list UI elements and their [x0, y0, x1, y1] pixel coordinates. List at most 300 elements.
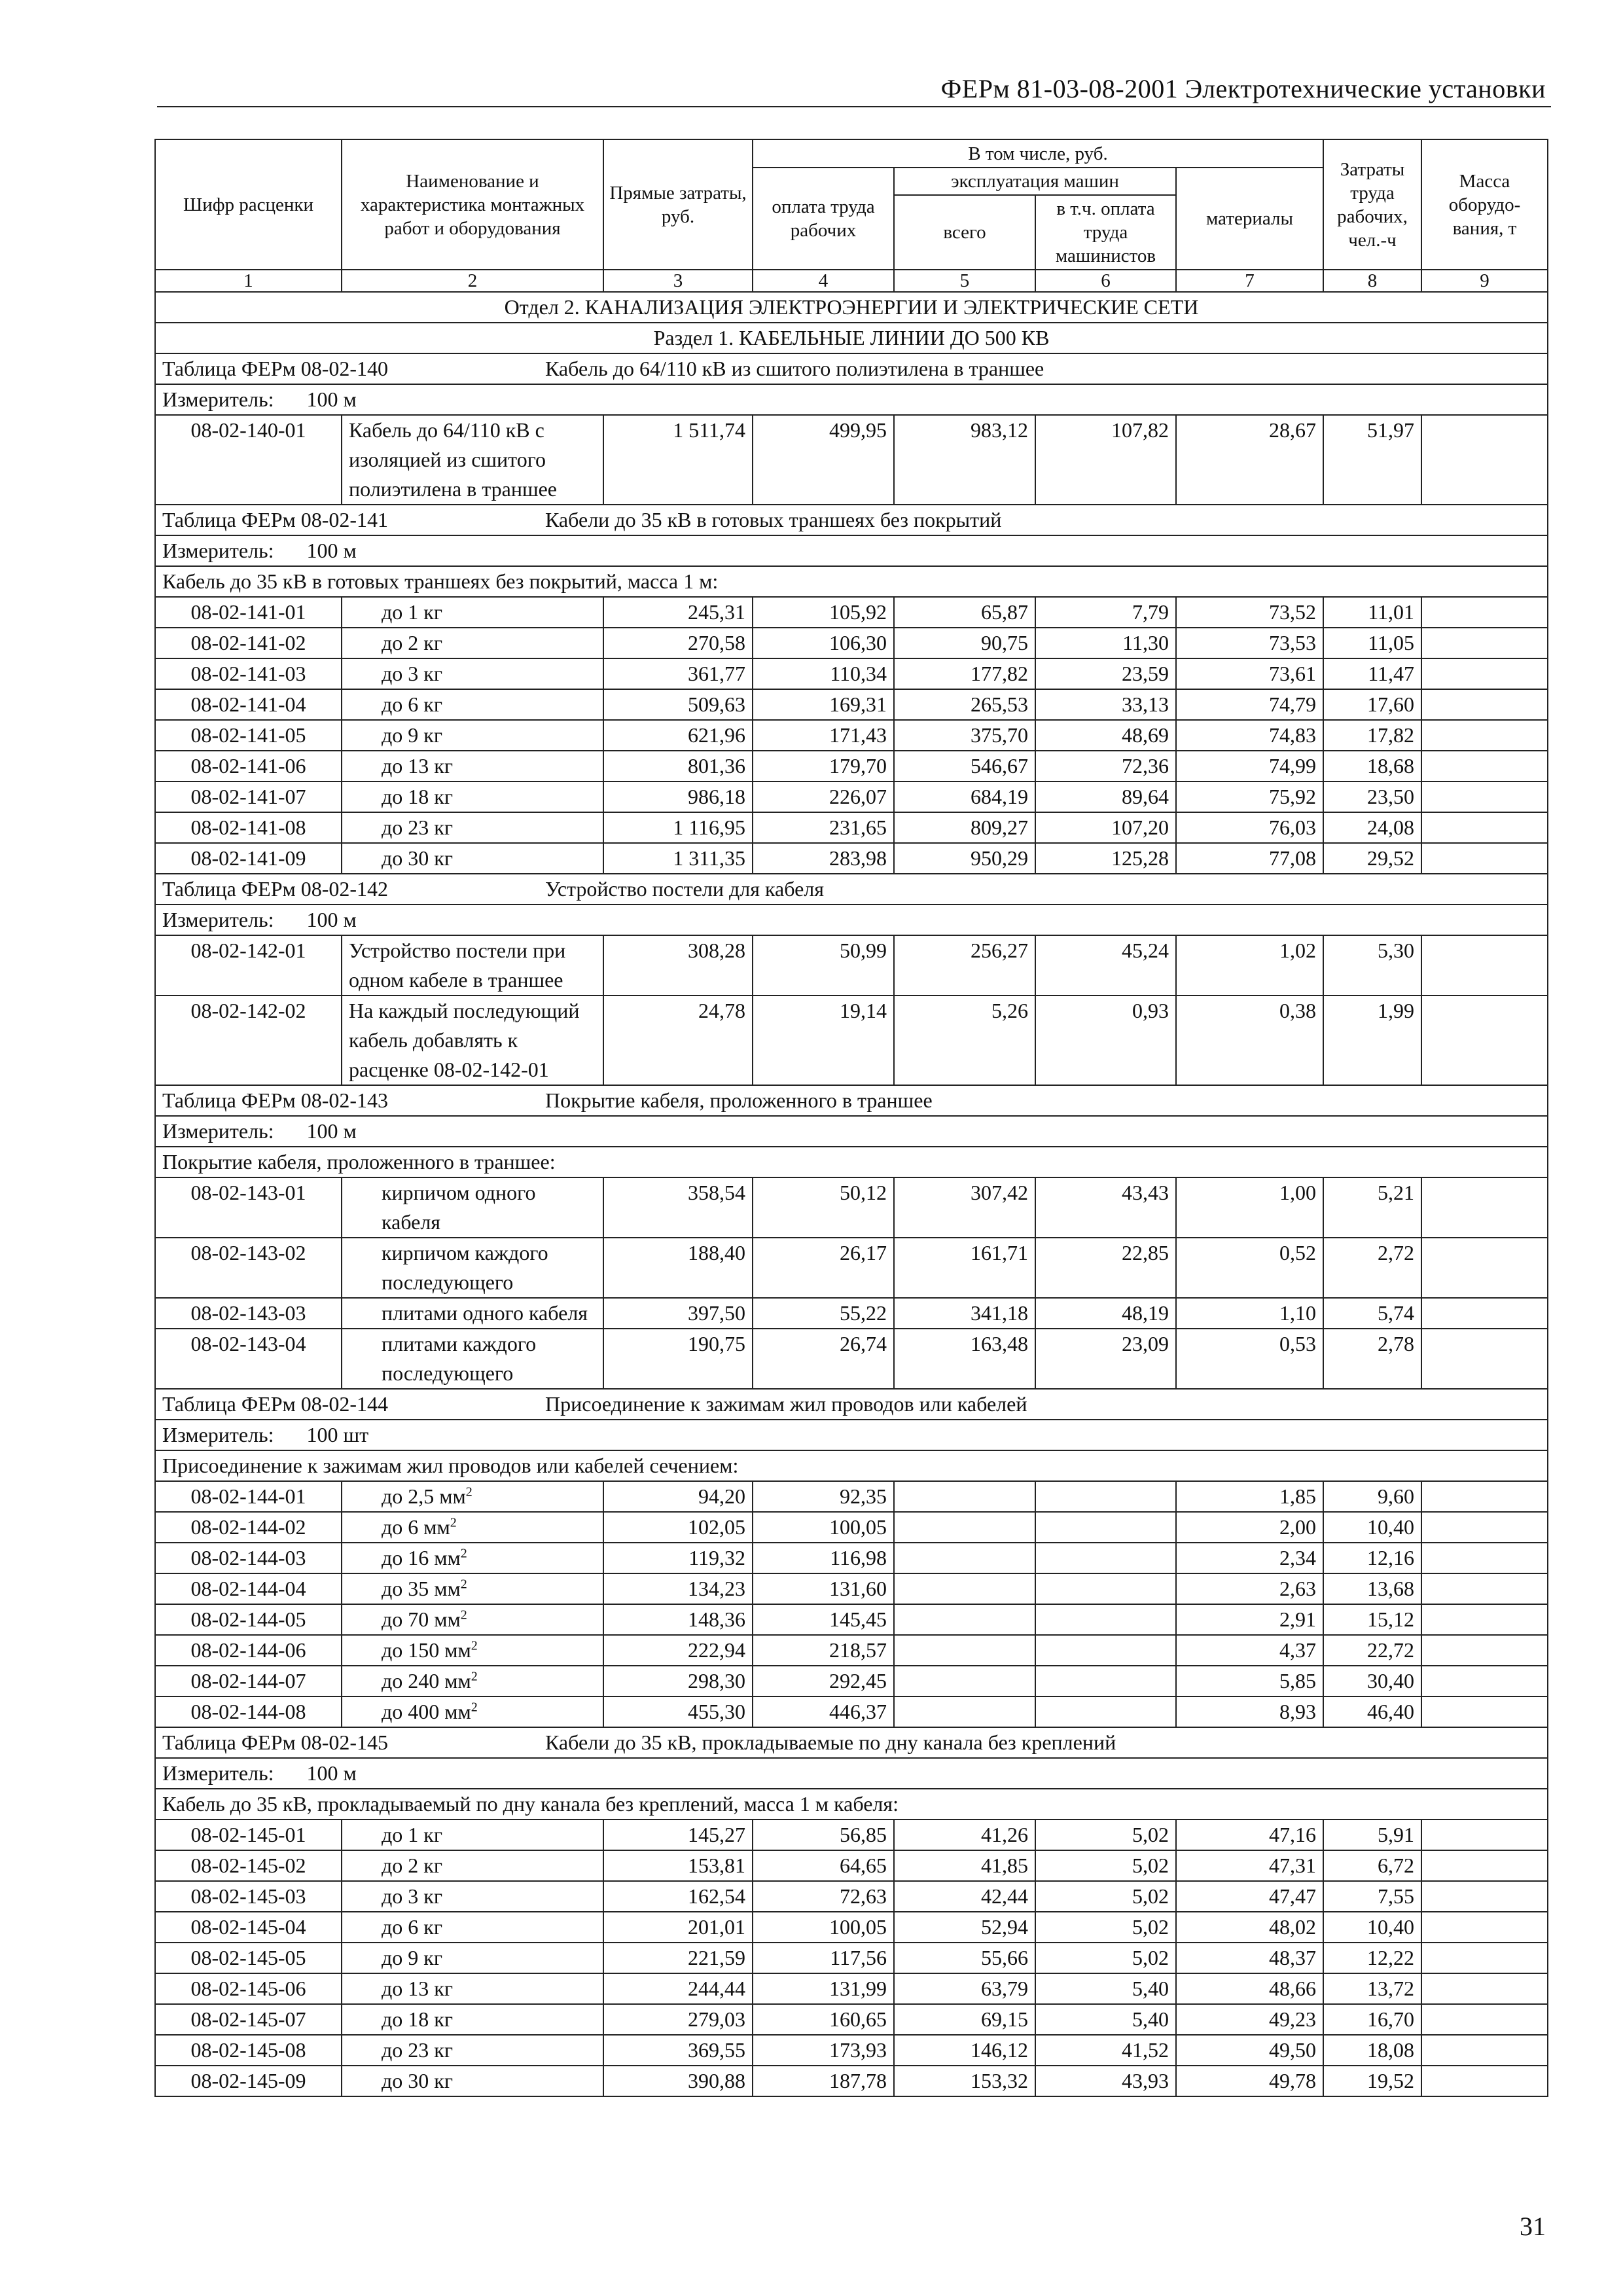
value-cell-machines [894, 1481, 1035, 1512]
col-header-machines: эксплуатация машин [894, 168, 1176, 195]
measure-label: Измеритель: [162, 387, 274, 411]
name-text: до 2 кг [382, 631, 442, 655]
table-row [155, 2066, 1548, 2096]
value-cell-labor: 2,78 [1323, 1329, 1421, 1389]
value-cell-equipment [1421, 751, 1548, 781]
value-cell-equipment [1421, 2066, 1548, 2096]
value-cell-direct: 390,88 [603, 2066, 753, 2096]
price-table [154, 139, 1548, 2097]
code-cell: 08-02-141-04 [155, 689, 342, 720]
code-cell: 08-02-141-09 [155, 843, 342, 874]
table-row [155, 1177, 1548, 1238]
name-text: до 150 мм [382, 1638, 471, 1662]
table-title: Присоединение к зажимам жил проводов или кабелей [545, 1392, 1027, 1416]
value-cell-machines: 90,75 [894, 628, 1035, 658]
name-superscript: 2 [465, 1484, 473, 1499]
value-cell-wages: 56,85 [753, 1820, 894, 1850]
value-cell-wages: 171,43 [753, 720, 894, 751]
measure-row [155, 905, 1548, 935]
value-cell-direct: 1 511,74 [603, 415, 753, 505]
name-cell [342, 1666, 603, 1696]
name-cell [342, 2066, 603, 2096]
value-cell-equipment [1421, 935, 1548, 996]
value-cell-equipment [1421, 1943, 1548, 1973]
name-text: до 3 кг [382, 662, 442, 685]
col-number: 6 [1035, 270, 1176, 292]
value-cell-wages: 160,65 [753, 2004, 894, 2035]
measure-row [155, 384, 1548, 415]
measure-row [155, 1116, 1548, 1147]
value-cell-wages: 106,30 [753, 628, 894, 658]
name-cell [342, 1696, 603, 1727]
value-cell-direct: 621,96 [603, 720, 753, 751]
col-header-machines-total: всего [894, 195, 1035, 270]
name-text: кирпичом каждого последующего [382, 1241, 548, 1294]
table-row [155, 843, 1548, 874]
value-cell-direct: 222,94 [603, 1635, 753, 1666]
value-cell-materials: 74,83 [1176, 720, 1323, 751]
value-cell-machine-wages: 5,02 [1035, 1943, 1176, 1973]
name-text: до 9 кг [382, 723, 442, 747]
value-cell-labor: 10,40 [1323, 1512, 1421, 1543]
value-cell-machine-wages: 43,93 [1035, 2066, 1176, 2096]
group-caption: Покрытие кабеля, проложенного в траншее: [155, 1147, 1548, 1177]
measure-value: 100 м [306, 539, 357, 562]
value-cell-machine-wages: 41,52 [1035, 2035, 1176, 2066]
value-cell-direct: 148,36 [603, 1604, 753, 1635]
value-cell-wages: 26,74 [753, 1329, 894, 1389]
value-cell-machine-wages: 5,02 [1035, 1850, 1176, 1881]
value-cell-labor: 18,68 [1323, 751, 1421, 781]
name-text: до 13 кг [382, 754, 453, 778]
table-row [155, 689, 1548, 720]
name-cell [342, 1635, 603, 1666]
value-cell-machine-wages: 107,82 [1035, 415, 1176, 505]
code-cell: 08-02-145-07 [155, 2004, 342, 2035]
value-cell-labor: 9,60 [1323, 1481, 1421, 1512]
code-cell: 08-02-141-05 [155, 720, 342, 751]
value-cell-machines: 307,42 [894, 1177, 1035, 1238]
table-row [155, 1943, 1548, 1973]
value-cell-machine-wages [1035, 1512, 1176, 1543]
value-cell-equipment [1421, 1881, 1548, 1912]
table-row [155, 1512, 1548, 1543]
value-cell-machine-wages [1035, 1696, 1176, 1727]
value-cell-materials: 49,78 [1176, 2066, 1323, 2096]
table-title-row [155, 1727, 1548, 1758]
table-title-row [155, 1085, 1548, 1116]
value-cell-materials: 77,08 [1176, 843, 1323, 874]
table-row [155, 597, 1548, 628]
value-cell-materials: 2,63 [1176, 1573, 1323, 1604]
code-cell: 08-02-144-03 [155, 1543, 342, 1573]
code-cell: 08-02-141-06 [155, 751, 342, 781]
name-text: до 35 мм [382, 1577, 461, 1600]
value-cell-wages: 173,93 [753, 2035, 894, 2066]
value-cell-equipment [1421, 812, 1548, 843]
name-cell [342, 1512, 603, 1543]
value-cell-machines: 153,32 [894, 2066, 1035, 2096]
value-cell-materials: 49,23 [1176, 2004, 1323, 2035]
value-cell-labor: 18,08 [1323, 2035, 1421, 2066]
value-cell-machines: 52,94 [894, 1912, 1035, 1943]
value-cell-materials: 47,47 [1176, 1881, 1323, 1912]
name-text: до 6 кг [382, 692, 442, 716]
value-cell-wages: 55,22 [753, 1298, 894, 1329]
value-cell-materials: 1,00 [1176, 1177, 1323, 1238]
name-superscript: 2 [460, 1577, 467, 1592]
value-cell-materials: 2,34 [1176, 1543, 1323, 1573]
value-cell-labor: 5,91 [1323, 1820, 1421, 1850]
value-cell-materials: 48,37 [1176, 1943, 1323, 1973]
value-cell-labor: 12,16 [1323, 1543, 1421, 1573]
value-cell-direct: 361,77 [603, 658, 753, 689]
value-cell-labor: 2,72 [1323, 1238, 1421, 1298]
value-cell-labor: 12,22 [1323, 1943, 1421, 1973]
name-cell [342, 1573, 603, 1604]
value-cell-direct: 986,18 [603, 781, 753, 812]
value-cell-equipment [1421, 1298, 1548, 1329]
name-cell [342, 1881, 603, 1912]
name-cell [342, 1943, 603, 1973]
value-cell-wages: 50,12 [753, 1177, 894, 1238]
name-text: до 18 кг [382, 2007, 453, 2031]
value-cell-direct: 153,81 [603, 1850, 753, 1881]
code-cell: 08-02-145-05 [155, 1943, 342, 1973]
value-cell-wages: 110,34 [753, 658, 894, 689]
value-cell-equipment [1421, 1573, 1548, 1604]
value-cell-labor: 24,08 [1323, 812, 1421, 843]
value-cell-materials: 2,91 [1176, 1604, 1323, 1635]
value-cell-machines [894, 1696, 1035, 1727]
value-cell-wages: 92,35 [753, 1481, 894, 1512]
table-row [155, 1238, 1548, 1298]
table-title: Кабели до 35 кВ в готовых траншеях без покрытий [545, 508, 1002, 531]
value-cell-equipment [1421, 843, 1548, 874]
name-superscript: 2 [471, 1669, 478, 1684]
measure-value: 100 шт [306, 1423, 369, 1446]
value-cell-direct: 145,27 [603, 1820, 753, 1850]
col-header-wages: оплата труда рабочих [753, 168, 894, 270]
table-row [155, 2004, 1548, 2035]
value-cell-wages: 499,95 [753, 415, 894, 505]
value-cell-direct: 134,23 [603, 1573, 753, 1604]
value-cell-labor: 1,99 [1323, 996, 1421, 1085]
value-cell-direct: 162,54 [603, 1881, 753, 1912]
name-text: до 70 мм [382, 1607, 461, 1631]
value-cell-materials: 74,99 [1176, 751, 1323, 781]
table-row [155, 1820, 1548, 1850]
code-cell: 08-02-143-02 [155, 1238, 342, 1298]
col-header-machines-wages: в т.ч. оплата труда машинистов [1035, 195, 1176, 270]
col-header-incl: В том числе, руб. [753, 139, 1323, 168]
value-cell-machine-wages: 107,20 [1035, 812, 1176, 843]
value-cell-machines [894, 1635, 1035, 1666]
value-cell-equipment [1421, 1850, 1548, 1881]
code-cell: 08-02-144-05 [155, 1604, 342, 1635]
table-row [155, 720, 1548, 751]
code-cell: 08-02-144-04 [155, 1573, 342, 1604]
value-cell-direct: 801,36 [603, 751, 753, 781]
value-cell-wages: 226,07 [753, 781, 894, 812]
col-number: 5 [894, 270, 1035, 292]
value-cell-labor: 51,97 [1323, 415, 1421, 505]
code-cell: 08-02-145-08 [155, 2035, 342, 2066]
value-cell-direct: 1 311,35 [603, 843, 753, 874]
table-row [155, 1573, 1548, 1604]
value-cell-wages: 292,45 [753, 1666, 894, 1696]
value-cell-machine-wages [1035, 1543, 1176, 1573]
value-cell-machines: 809,27 [894, 812, 1035, 843]
name-text: до 13 кг [382, 1977, 453, 2000]
table-row [155, 1543, 1548, 1573]
value-cell-machine-wages: 5,40 [1035, 2004, 1176, 2035]
value-cell-machine-wages: 72,36 [1035, 751, 1176, 781]
value-cell-labor: 22,72 [1323, 1635, 1421, 1666]
name-cell [342, 628, 603, 658]
value-cell-machines: 5,26 [894, 996, 1035, 1085]
value-cell-equipment [1421, 689, 1548, 720]
value-cell-materials: 5,85 [1176, 1666, 1323, 1696]
value-cell-machines: 341,18 [894, 1298, 1035, 1329]
value-cell-direct: 188,40 [603, 1238, 753, 1298]
value-cell-equipment [1421, 1973, 1548, 2004]
table-row [155, 1912, 1548, 1943]
value-cell-equipment [1421, 2004, 1548, 2035]
col-header-code: Шифр расценки [155, 139, 342, 270]
name-cell [342, 1604, 603, 1635]
value-cell-wages: 105,92 [753, 597, 894, 628]
name-text: до 16 мм [382, 1546, 461, 1570]
name-text: до 6 кг [382, 1915, 442, 1939]
name-cell [342, 1238, 603, 1298]
col-header-name: Наименование и характеристика монтажных работ и оборудования [342, 139, 603, 270]
value-cell-direct: 94,20 [603, 1481, 753, 1512]
table-row [155, 1696, 1548, 1727]
value-cell-direct: 190,75 [603, 1329, 753, 1389]
table-title-row [155, 353, 1548, 384]
name-cell [342, 781, 603, 812]
table-row [155, 1298, 1548, 1329]
code-cell: 08-02-144-06 [155, 1635, 342, 1666]
measure-value: 100 м [306, 1119, 357, 1143]
value-cell-materials: 8,93 [1176, 1696, 1323, 1727]
value-cell-materials: 47,16 [1176, 1820, 1323, 1850]
name-cell [342, 996, 603, 1085]
value-cell-machine-wages: 7,79 [1035, 597, 1176, 628]
value-cell-wages: 100,05 [753, 1912, 894, 1943]
code-cell: 08-02-145-04 [155, 1912, 342, 1943]
value-cell-wages: 117,56 [753, 1943, 894, 1973]
column-numbers-row [155, 270, 1548, 292]
value-cell-equipment [1421, 1696, 1548, 1727]
measure-row [155, 1420, 1548, 1450]
code-cell: 08-02-145-06 [155, 1973, 342, 2004]
value-cell-direct: 369,55 [603, 2035, 753, 2066]
value-cell-machine-wages: 45,24 [1035, 935, 1176, 996]
name-cell [342, 1481, 603, 1512]
name-superscript: 2 [460, 1546, 467, 1561]
measure-label: Измеритель: [162, 1761, 274, 1785]
table-row [155, 751, 1548, 781]
code-cell: 08-02-145-03 [155, 1881, 342, 1912]
value-cell-equipment [1421, 628, 1548, 658]
value-cell-machines: 55,66 [894, 1943, 1035, 1973]
name-cell [342, 1973, 603, 2004]
value-cell-labor: 5,74 [1323, 1298, 1421, 1329]
measure-value: 100 м [306, 387, 357, 411]
name-superscript: 2 [460, 1607, 467, 1623]
value-cell-materials: 1,02 [1176, 935, 1323, 996]
value-cell-machines: 256,27 [894, 935, 1035, 996]
value-cell-machines: 161,71 [894, 1238, 1035, 1298]
value-cell-machines: 42,44 [894, 1881, 1035, 1912]
value-cell-equipment [1421, 1329, 1548, 1389]
value-cell-direct: 298,30 [603, 1666, 753, 1696]
value-cell-wages: 72,63 [753, 1881, 894, 1912]
name-superscript: 2 [471, 1700, 478, 1715]
name-text: до 3 кг [382, 1884, 442, 1908]
value-cell-direct: 397,50 [603, 1298, 753, 1329]
name-text: кирпичом одного кабеля [382, 1181, 536, 1234]
name-text: до 1 кг [382, 600, 442, 624]
table-number: Таблица ФЕРм 08-02-143 [162, 1088, 389, 1112]
name-cell [342, 689, 603, 720]
value-cell-equipment [1421, 2035, 1548, 2066]
table-row [155, 1635, 1548, 1666]
table-row [155, 2035, 1548, 2066]
running-header: ФЕРм 81-03-08-2001 Электротехнические установки [940, 74, 1546, 103]
value-cell-wages: 50,99 [753, 935, 894, 996]
group-caption: Кабель до 35 кВ в готовых траншеях без покрытий, масса 1 м: [155, 566, 1548, 597]
value-cell-equipment [1421, 1820, 1548, 1850]
name-text: до 23 кг [382, 2038, 453, 2062]
measure-label: Измеритель: [162, 1119, 274, 1143]
name-text: плитами одного кабеля [382, 1301, 588, 1325]
measure-value: 100 м [306, 908, 357, 931]
measure-value: 100 м [306, 1761, 357, 1785]
value-cell-direct: 244,44 [603, 1973, 753, 2004]
value-cell-equipment [1421, 1604, 1548, 1635]
name-text: до 6 мм [382, 1515, 450, 1539]
name-superscript: 2 [471, 1638, 478, 1653]
name-cell [342, 1912, 603, 1943]
value-cell-materials: 49,50 [1176, 2035, 1323, 2066]
code-cell: 08-02-143-01 [155, 1177, 342, 1238]
page-number: 31 [1520, 2212, 1546, 2241]
value-cell-wages: 131,60 [753, 1573, 894, 1604]
value-cell-materials: 73,52 [1176, 597, 1323, 628]
value-cell-labor: 11,01 [1323, 597, 1421, 628]
value-cell-wages: 218,57 [753, 1635, 894, 1666]
code-cell: 08-02-143-03 [155, 1298, 342, 1329]
name-cell [342, 1177, 603, 1238]
table-row [155, 781, 1548, 812]
name-cell [342, 751, 603, 781]
value-cell-labor: 17,82 [1323, 720, 1421, 751]
section-title: Раздел 1. КАБЕЛЬНЫЕ ЛИНИИ ДО 500 КВ [155, 323, 1548, 353]
name-text: до 400 мм [382, 1700, 471, 1723]
value-cell-wages: 231,65 [753, 812, 894, 843]
value-cell-machine-wages [1035, 1573, 1176, 1604]
code-cell: 08-02-145-09 [155, 2066, 342, 2096]
table-row [155, 1881, 1548, 1912]
value-cell-machines: 546,67 [894, 751, 1035, 781]
table-row [155, 1850, 1548, 1881]
group-caption-row [155, 1789, 1548, 1820]
value-cell-machines: 375,70 [894, 720, 1035, 751]
table-row [155, 812, 1548, 843]
value-cell-machine-wages [1035, 1666, 1176, 1696]
value-cell-labor: 11,47 [1323, 658, 1421, 689]
value-cell-equipment [1421, 1177, 1548, 1238]
value-cell-labor: 13,72 [1323, 1973, 1421, 2004]
value-cell-direct: 102,05 [603, 1512, 753, 1543]
value-cell-machines [894, 1573, 1035, 1604]
value-cell-machine-wages: 43,43 [1035, 1177, 1176, 1238]
value-cell-materials: 76,03 [1176, 812, 1323, 843]
value-cell-materials: 48,02 [1176, 1912, 1323, 1943]
value-cell-machines: 146,12 [894, 2035, 1035, 2066]
measure-label: Измеритель: [162, 1423, 274, 1446]
value-cell-materials: 4,37 [1176, 1635, 1323, 1666]
name-text: Устройство постели при одном кабеле в траншее [349, 939, 566, 992]
value-cell-equipment [1421, 1543, 1548, 1573]
value-cell-labor: 13,68 [1323, 1573, 1421, 1604]
table-row [155, 415, 1548, 505]
value-cell-materials: 0,53 [1176, 1329, 1323, 1389]
value-cell-machine-wages: 48,69 [1035, 720, 1176, 751]
name-cell [342, 935, 603, 996]
col-number: 7 [1176, 270, 1323, 292]
value-cell-direct: 119,32 [603, 1543, 753, 1573]
table-row [155, 996, 1548, 1085]
value-cell-labor: 23,50 [1323, 781, 1421, 812]
name-cell [342, 1543, 603, 1573]
table-number: Таблица ФЕРм 08-02-142 [162, 877, 389, 901]
table-row [155, 1481, 1548, 1512]
value-cell-machine-wages: 22,85 [1035, 1238, 1176, 1298]
name-cell [342, 1298, 603, 1329]
value-cell-machines: 41,26 [894, 1820, 1035, 1850]
name-cell [342, 658, 603, 689]
col-number: 8 [1323, 270, 1421, 292]
table-body [155, 292, 1548, 2096]
table-title: Устройство постели для кабеля [545, 877, 824, 901]
value-cell-equipment [1421, 781, 1548, 812]
value-cell-equipment [1421, 1635, 1548, 1666]
measure-row [155, 535, 1548, 566]
value-cell-machines: 63,79 [894, 1973, 1035, 2004]
table-row [155, 935, 1548, 996]
code-cell: 08-02-141-07 [155, 781, 342, 812]
table-number: Таблица ФЕРм 08-02-145 [162, 1731, 389, 1754]
table-row [155, 1666, 1548, 1696]
value-cell-machine-wages: 33,13 [1035, 689, 1176, 720]
code-cell: 08-02-143-04 [155, 1329, 342, 1389]
code-cell: 08-02-142-01 [155, 935, 342, 996]
code-cell: 08-02-141-08 [155, 812, 342, 843]
name-superscript: 2 [450, 1515, 457, 1530]
value-cell-equipment [1421, 1666, 1548, 1696]
value-cell-machine-wages: 5,40 [1035, 1973, 1176, 2004]
value-cell-wages: 169,31 [753, 689, 894, 720]
name-cell [342, 2035, 603, 2066]
value-cell-direct: 358,54 [603, 1177, 753, 1238]
value-cell-materials: 48,66 [1176, 1973, 1323, 2004]
value-cell-materials: 73,53 [1176, 628, 1323, 658]
col-header-equipment: Масса оборудо-вания, т [1421, 139, 1548, 270]
